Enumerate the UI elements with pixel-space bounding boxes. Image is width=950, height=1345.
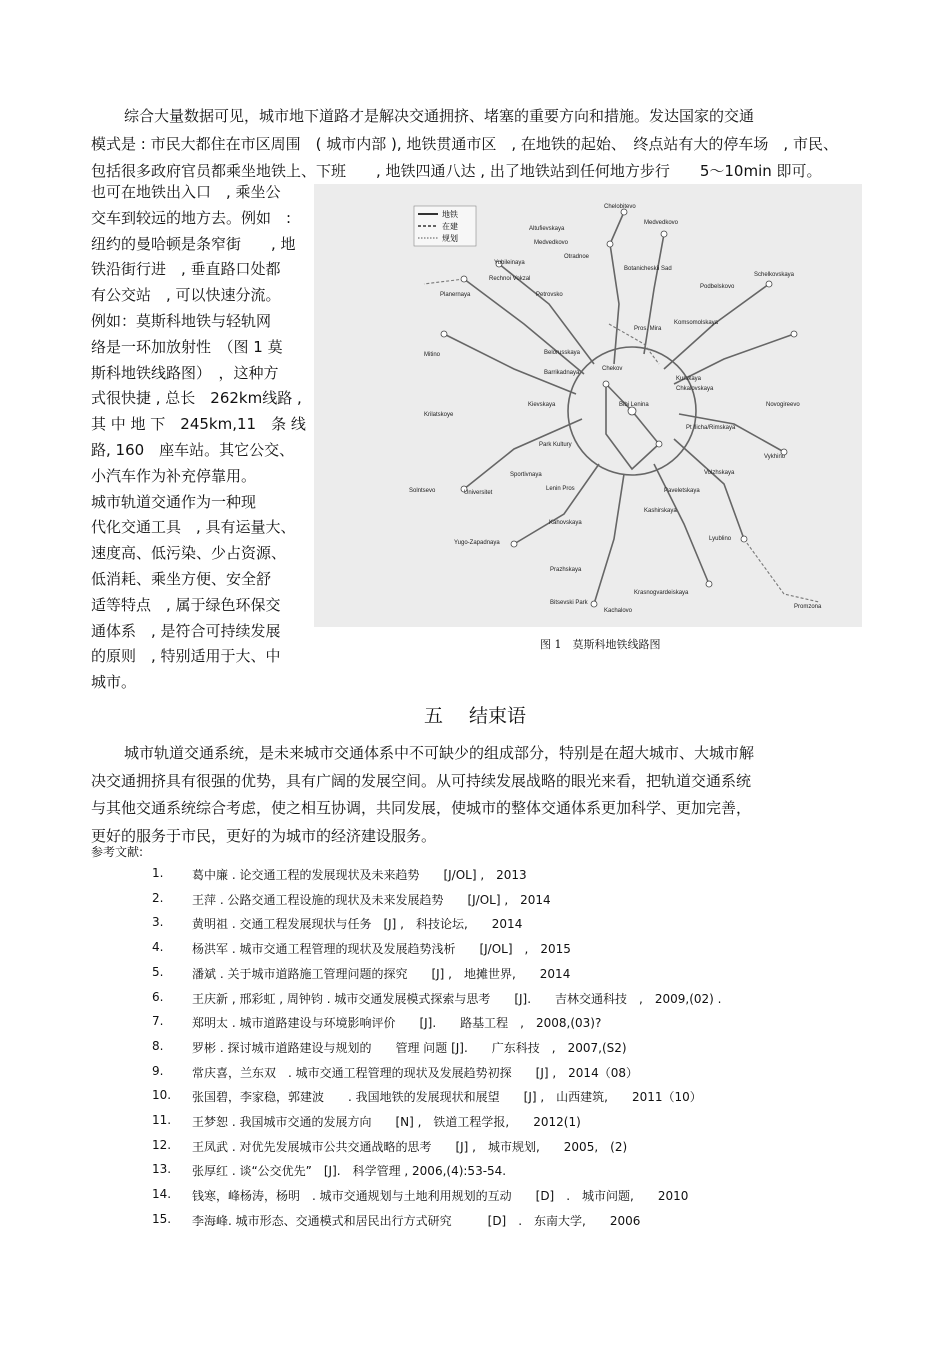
station-label: Komsomolskaya [674, 320, 719, 326]
metro-map-figure [314, 184, 862, 627]
station-label: Pros. Mira [634, 326, 662, 332]
conclusion-line: 城市轨道交通系统，是未来城市交通体系中不可缺少的组成部分，特别是在超大城市、大城市解 [124, 744, 755, 762]
section-number: 五 [423, 705, 443, 727]
station-label: Botanicheskii Sad [624, 266, 672, 272]
line-6 [610, 212, 624, 364]
station-label: Prazhskaya [550, 567, 582, 573]
station-marker [656, 441, 662, 447]
reference-number: 5. [152, 964, 164, 979]
station-label: Kahovskaya [549, 520, 582, 526]
station-label: Petrovsko [536, 292, 563, 298]
reference-text: 王凤武 . 对优先发展城市公共交通战略的思考 [J] , 城市规划, 2005, (2) [192, 1139, 628, 1154]
side-text-line: 其 中 地 下 245km,11 条 线 [91, 415, 306, 434]
reference-number: 2. [152, 890, 164, 905]
reference-text: 张厚红 . 谈“公交优先” [J]. 科学管理 , 2006,(4):53-54. [192, 1164, 507, 1179]
station-label: Sportivnaya [510, 472, 542, 478]
side-text-line: 斯科地铁线路图） ，这种方 [91, 363, 279, 382]
station-label: Kachalovo [604, 608, 633, 614]
station-label: Kurskaya [676, 376, 702, 382]
reference-text: 王萍 . 公路交通工程设施的现状及未来发展趋势 [J/OL] , 2014 [192, 892, 551, 907]
legend-construction-label: 在建 [442, 222, 458, 231]
reference-number: 9. [152, 1063, 164, 1078]
map-legend [414, 206, 476, 246]
line-4-w [444, 334, 576, 394]
line-1-ne [664, 284, 769, 369]
station-marker [441, 331, 447, 337]
side-text-line: 有公交站 , 可以快速分流。 [91, 286, 281, 305]
side-text-line: 例如：莫斯科地铁与轻轨网 [91, 311, 272, 330]
side-text-line: 络是一环加放射性 （图 1 莫 [91, 337, 283, 356]
station-label: Kievskaya [528, 402, 556, 408]
side-text-line: 纽约的曼哈顿是条窄街 , 地 [91, 234, 296, 253]
side-text-line: 代化交通工具 , 具有运量大、 [91, 518, 296, 537]
side-text-column [91, 180, 306, 696]
intro-line: 包括很多政府官员都乘坐地铁上、下班 , 地铁四通八达 , 出了地铁站到任何地方步行 5～10min 即可。 [91, 162, 822, 180]
side-text-line: 低消耗、乘坐方便、安全舒 [91, 569, 272, 588]
station-label: Altufievskaya [529, 226, 565, 232]
reference-text: 葛中廉 . 论交通工程的发展现状及未来趋势 [J/OL] , 2013 [192, 868, 527, 882]
station-label: Lenin Pros [546, 486, 575, 492]
station-label: Vykhino [764, 454, 786, 460]
station-label: Barrikadnaya [544, 370, 580, 376]
station-label: Otradnoe [564, 254, 590, 260]
reference-number: 6. [152, 989, 164, 1004]
station-label: Chelobitevo [604, 204, 636, 210]
reference-number: 1. [152, 866, 164, 880]
reference-text: 杨洪军 . 城市交通工程管理的现状及发展趋势浅析 [J/OL] , 2015 [192, 942, 571, 957]
side-text-line: 铁沿街行进 , 垂直路口处都 [91, 260, 281, 279]
station-label: Volzhskaya [704, 470, 735, 476]
construction-line-west [424, 279, 464, 284]
station-marker [766, 281, 772, 287]
intro-paragraph [91, 103, 871, 186]
station-label: Universitet [464, 490, 493, 496]
figure-caption: 图 1 莫斯科地铁线路图 [540, 638, 661, 651]
reference-text: 郑明太 . 城市道路建设与环境影响评价 [J]. 路基工程 , 2008,(03)? [192, 1016, 602, 1031]
side-text-line: 路, 160 座车站。其它公交、 [91, 440, 295, 459]
station-label: Pt Ilicha/Rimskaya [686, 425, 736, 431]
station-label: Belorusskaya [544, 350, 581, 356]
station-label: Bitsevski Park [550, 600, 588, 606]
station-label: Bibi Lenina [619, 402, 649, 408]
reference-text: 罗彬 . 探讨城市道路建设与规划的 管理 问题 [J]. 广东科技 , 2007,(S2) [192, 1040, 627, 1055]
conclusion-line: 更好的服务于市民，更好的为城市的经济建设服务。 [91, 826, 437, 845]
line-9-s [594, 474, 624, 604]
station-marker [706, 581, 712, 587]
reference-number: 14. [152, 1187, 172, 1202]
conclusion-paragraph [91, 740, 871, 850]
reference-text: 王梦恕 . 我国城市交通的发展方向 [N] , 铁道工程学报, 2012(1) [192, 1115, 581, 1129]
side-text-line: 城市轨道交通作为一种现 [91, 492, 257, 511]
station-labels [409, 204, 822, 614]
construction-lines [424, 279, 819, 602]
reference-number: 13. [152, 1162, 172, 1177]
station-label: Planernaya [440, 292, 471, 298]
reference-number: 10. [152, 1088, 172, 1103]
reference-number: 11. [152, 1113, 172, 1127]
station-label: Mitino [424, 352, 441, 358]
station-label: Promzona [794, 604, 822, 610]
station-marker [741, 536, 747, 542]
moscow-metro-map [314, 184, 862, 627]
construction-line-southeast [744, 539, 819, 602]
legend-metro-label: 地铁 [442, 210, 458, 219]
side-text-line: 城市。 [91, 673, 137, 692]
station-marker [661, 231, 667, 237]
station-label: Paveletskaya [664, 488, 700, 494]
reference-text: 李海峰. 城市形态、交通模式和居民出行方式研究 [D] . 东南大学, 2006 [192, 1213, 641, 1228]
station-label: Yubileinaya [494, 260, 525, 266]
station-label: Rechnoi Vokzal [489, 276, 531, 282]
intro-line: 模式是 : 市民大都住在市区周围 ( 城市内部 ), 地铁贯通市区 , 在地铁的起始、 终点站有大的停车场 , 市民、 [91, 134, 838, 153]
line-9 [644, 234, 664, 354]
side-text-line: 也可在地铁出入口 , 乘坐公 [91, 183, 281, 201]
station-marker [607, 241, 613, 247]
station-label: Krilatskoye [424, 412, 454, 418]
station-marker [461, 276, 467, 282]
reference-text: 王庆新 , 邢彩虹 , 周钟钧 . 城市交通发展模式探索与思考 [J]. 吉林交通科技 , 2009,(02) . [192, 991, 722, 1006]
station-marker [603, 381, 609, 387]
station-label: Chekov [602, 366, 623, 372]
conclusion-line: 与其他交通系统综合考虑，使之相互协调，共同发展，使城市的整体交通体系更加科学、更加完善， [91, 799, 752, 817]
side-text-line: 式很快捷 , 总长 262km线路 , [91, 389, 302, 408]
reference-text: 黄明祖 . 交通工程发展现状与任务 [J] , 科技论坛, 2014 [192, 917, 523, 932]
section-title: 结束语 [469, 705, 527, 727]
station-label: Solntsevo [409, 488, 436, 494]
reference-number: 15. [152, 1211, 172, 1226]
side-text-line: 速度高、低污染、少占资源、 [91, 544, 287, 563]
reference-text: 常庆喜，兰东双 . 城市交通工程管理的现状及发展趋势初探 [J] , 2014（08） [192, 1065, 638, 1080]
side-text-line: 适等特点 , 属于绿色环保交 [91, 595, 281, 614]
station-label: Yugo-Zapadnaya [454, 540, 500, 546]
station-label: Krasnogvardeiskaya [634, 590, 689, 596]
station-marker [791, 331, 797, 337]
station-label: Park Kultury [539, 442, 572, 448]
side-text-line: 通体系 , 是符合可持续发展 [91, 621, 281, 640]
central-links [606, 384, 659, 469]
station-marker [628, 407, 636, 415]
station-label: Medvedkovo [534, 240, 569, 246]
station-marker [511, 541, 517, 547]
side-text-line: 交车到较远的地方去。例如 : [91, 208, 292, 227]
line-2-s [654, 464, 709, 584]
reference-text: 张国碧，李家稳，郭建波 . 我国地铁的发展现状和展望 [J] , 山西建筑, 2011（10） [192, 1090, 702, 1105]
intro-line: 综合大量数据可见，城市地下道路才是解决交通拥挤、堵塞的重要方向和措施。发达国家的交通 [124, 107, 755, 125]
station-label: Novogireevo [766, 402, 800, 408]
references-heading: 参考文献: [91, 845, 144, 859]
legend-planned-label: 规划 [442, 234, 458, 243]
reference-number: 7. [152, 1014, 164, 1029]
reference-number: 3. [152, 915, 164, 930]
reference-number: 12. [152, 1137, 172, 1152]
station-marker [591, 601, 597, 607]
side-text-line: 的原则 , 特别适用于大、中 [91, 647, 281, 666]
station-label: Medvedkovo [644, 220, 679, 226]
reference-text: 潘斌 . 关于城市道路施工管理问题的探究 [J] , 地摊世界, 2014 [192, 966, 571, 981]
station-markers [441, 209, 797, 607]
station-label: Lyublino [709, 536, 732, 542]
reference-number: 8. [152, 1038, 164, 1053]
station-label: Schelkovskaya [754, 272, 795, 278]
section-heading [0, 701, 950, 728]
station-label: Podbelskovo [700, 284, 735, 290]
station-label: Kashirskaya [644, 508, 677, 514]
side-text-line: 小汽车作为补充停靠用。 [91, 466, 257, 485]
conclusion-line: 决交通拥挤具有很强的优势，具有广阔的发展空间。从可持续发展战略的眼光来看，把轨道交通系统 [91, 771, 752, 790]
station-label: Chkalovskaya [676, 386, 714, 392]
reference-number: 4. [152, 940, 164, 955]
reference-text: 钱寒，峰杨涛，杨明 . 城市交通规划与土地利用规划的互动 [D] . 城市问题, 2010 [192, 1189, 689, 1204]
line-3-w [464, 419, 582, 489]
